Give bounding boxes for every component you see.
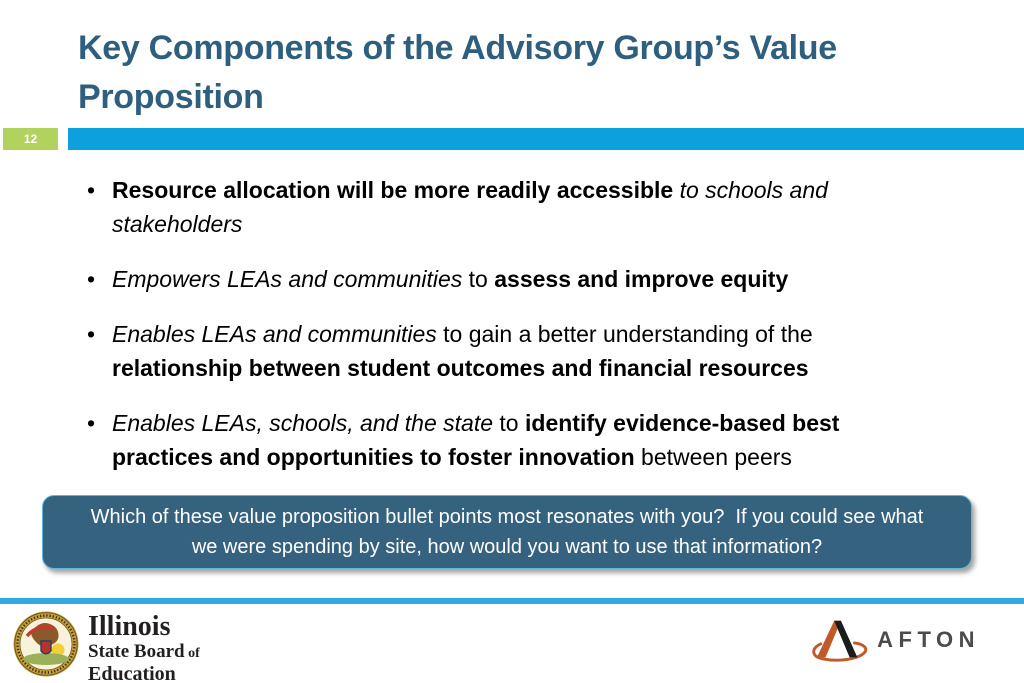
afton-mountain-swoosh-icon <box>809 614 871 666</box>
bullet-text-run: to gain a better understanding of the <box>436 321 813 347</box>
isbe-logo-line2-of: of <box>184 646 200 661</box>
bullet-text-run: Empowers LEAs and communities <box>112 266 463 292</box>
bullet-text-run: identify evidence-based best practices and opportunities to foster innovation <box>112 410 840 470</box>
bullet-list <box>85 173 940 495</box>
discussion-question-text: Which of these value proposition bullet points most resonates with you? If you could see what we were spending by site, how would you want to use that information? <box>90 506 929 558</box>
bullet-text-run: Resource allocation will be more readily accessible <box>112 177 674 203</box>
bullet-item <box>85 262 940 296</box>
bullet-text-run: assess and improve equity <box>494 266 789 292</box>
slide-title: Key Components of the Advisory Group’s Value Proposition <box>78 29 837 116</box>
bullet-text-run: to schools and stakeholders <box>112 177 828 237</box>
bullet-text-run: Enables LEAs and communities <box>112 321 437 347</box>
afton-logo-text: AFTON <box>877 627 980 652</box>
bullet-item <box>85 317 940 385</box>
isbe-logo <box>13 611 200 683</box>
isbe-logo-line3: Education <box>88 663 176 683</box>
bullet-text-run: to <box>493 410 525 436</box>
footer-divider <box>0 598 1024 604</box>
isbe-logo-line1: Illinois <box>88 611 171 642</box>
bullet-text-run: to <box>462 266 495 292</box>
bullet-item <box>85 406 940 474</box>
isbe-logo-line2 <box>88 642 200 663</box>
discussion-question-box <box>42 495 972 569</box>
illinois-state-seal-icon <box>13 611 79 677</box>
bullet-text-run: relationship between student outcomes and financial resources <box>112 355 809 381</box>
isbe-logo-line2-main: State Board <box>88 641 185 662</box>
bullet-text-run: between peers <box>634 444 792 470</box>
afton-logo <box>809 614 980 666</box>
page-number: 12 <box>23 132 38 146</box>
bullet-item <box>85 173 940 241</box>
isbe-logo-text <box>88 613 200 683</box>
accent-bar <box>68 128 1024 150</box>
page-number-badge <box>3 128 58 150</box>
bullet-text-run: Enables LEAs, schools, and the state <box>112 410 494 436</box>
